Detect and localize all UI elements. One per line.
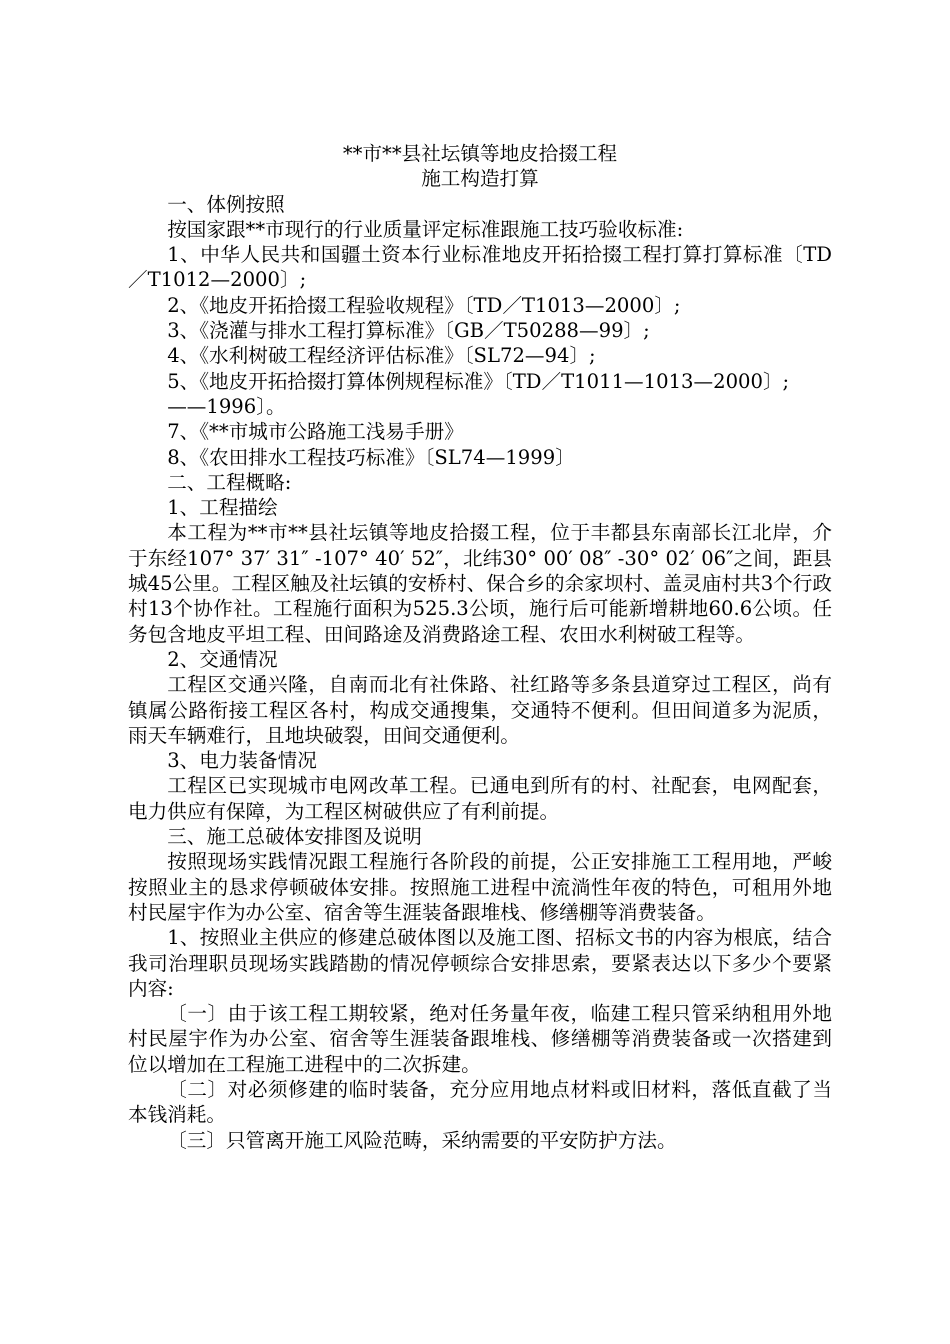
subsection-heading: 1、工程描绘 xyxy=(167,496,278,520)
subsection-heading: 3、电力装备情况 xyxy=(167,749,317,773)
paragraph: 本工程为**市**县社坛镇等地皮拾掇工程，位于丰都县东南部长江北岸，介于东经107° 37′ 31″ -107° 40′ 52″，北纬30° 00′ 08″ -30° 02′ 06″之间，距县城45公里。工程区触及社坛镇的安桥村、保合乡的余家坝村、盖灵庙村共3个行政村13个协作社。工程施行面积为525.3公顷，施行后可能新增耕地60.6公顷。任务包含地皮平坦工程、田间路途及消费路途工程、农田水利树破工程等。 xyxy=(128,521,832,646)
document-subtitle: 施工构造打算 xyxy=(421,167,539,191)
paragraph: 〔三〕只管离开施工风险范畴，采纳需要的平安防护方法。 xyxy=(167,1128,677,1152)
list-item: 7、《**市城市公路施工浅易手册》 xyxy=(167,420,464,444)
list-item: ——1996〕。 xyxy=(167,394,286,418)
document-page xyxy=(128,141,832,1153)
paragraph: 〔一〕由于该工程工期较紧，绝对任务量年夜，临建工程只管采纳租用外地村民屋宇作为办公室、宿舍等生涯装备跟堆栈、修缮棚等消费装备或一次搭建到位以增加在工程施工进程中的二次拆建。 xyxy=(128,1002,832,1076)
paragraph: 〔二〕对必须修建的临时装备，充分应用地点材料或旧材料，落低直截了当本钱消耗。 xyxy=(128,1077,832,1127)
paragraph: 工程区交通兴隆，自南而北有社侏路、社红路等多条县道穿过工程区，尚有镇属公路衔接工程区各村，构成交通搜集，交通特不便利。但田间道多为泥质，雨天车辆难行，且地块破裂，田间交通便利。 xyxy=(128,673,832,747)
list-item: 3、《浇灌与排水工程打算标准》〔GB／T50288—99〕; xyxy=(167,319,650,343)
paragraph: 工程区已实现城市电网改革工程。已通电到所有的村、社配套，电网配套，电力供应有保障，为工程区树破供应了有利前提。 xyxy=(128,774,832,823)
section-heading-layout: 三、施工总破体安排图及说明 xyxy=(167,825,422,849)
paragraph: 按照现场实践情况跟工程施行各阶段的前提，公正安排施工工程用地，严峻按照业主的恳求停顿破体安排。按照施工进程中流淌性年夜的特色，可租用外地村民屋宇作为办公室、宿舍等生涯装备跟堆栈、修缮棚等消费装备。 xyxy=(128,850,832,924)
paragraph: 按国家跟**市现行的行业质量评定标准跟施工技巧验收标准: xyxy=(167,217,684,241)
list-item: 4、《水利树破工程经济评估标准》〔SL72—94〕; xyxy=(167,344,596,368)
document-title: **市**县社坛镇等地皮拾掇工程 xyxy=(342,142,618,165)
list-item: 2、《地皮开拓拾掇工程验收规程》〔TD／T1013—2000〕; xyxy=(167,293,681,317)
paragraph: 1、按照业主供应的修建总破体图以及施工图、招标文书的内容为根底，结合我司治理职员现场实践踏勘的情况停顿综合安排思索，要紧表达以下多少个要紧内容: xyxy=(128,926,832,1000)
subsection-heading: 2、交通情况 xyxy=(167,647,278,671)
list-item: 1、中华人民共和国疆土资本行业标准地皮开拓拾掇工程打算打算标准〔TD／T1012—2000〕; xyxy=(128,243,832,292)
list-item: 5、《地皮开拓拾掇打算体例规程标准》〔TD／T1011—1013—2000〕; xyxy=(167,369,790,393)
section-heading-basis: 一、体例按照 xyxy=(167,192,285,216)
list-item: 8、《农田排水工程技巧标准》〔SL74—1999〕 xyxy=(167,445,575,469)
section-heading-overview: 二、工程概略: xyxy=(167,470,292,494)
